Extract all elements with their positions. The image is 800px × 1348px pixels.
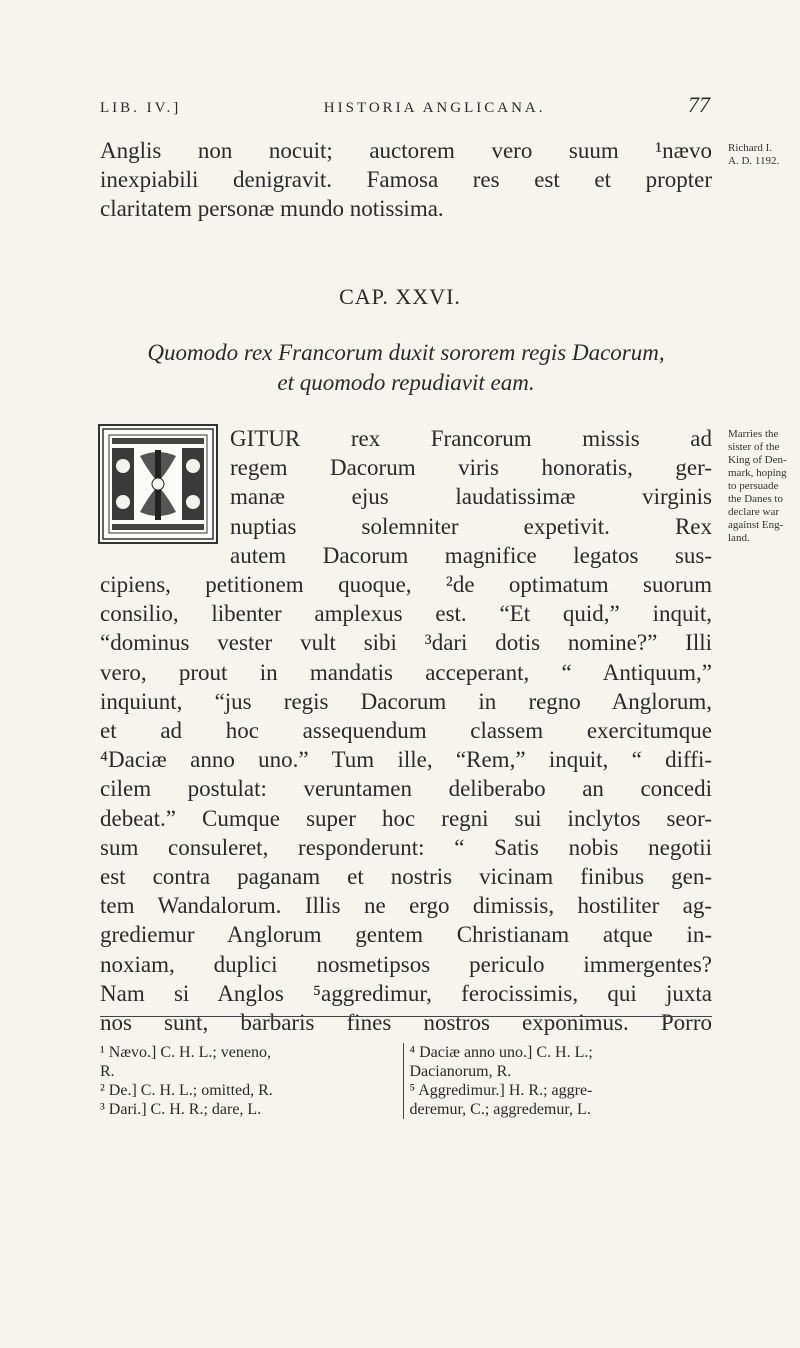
footnote: ⁵ Aggredimur.] H. R.; aggre- — [409, 1082, 593, 1099]
margin-note-date — [728, 142, 796, 168]
chapter-heading — [100, 338, 712, 398]
text-line: debeat.” Cumque super hoc regni sui inclytos seor- — [100, 805, 712, 831]
text-line: inexpiabili denigravit. Famosa res est et propter — [100, 167, 712, 193]
margin-line: sister of the — [728, 441, 780, 453]
text-line: tem Wandalorum. Illis ne ergo dimissis, hostiliter ag- — [100, 893, 712, 919]
text-line: claritatem personæ mundo notissima. — [100, 196, 444, 222]
footnote: deremur, C.; aggredemur, L. — [409, 1101, 591, 1118]
text-line: manæ ejus laudatissimæ virginis — [230, 484, 712, 510]
footnote-rule — [100, 1016, 712, 1017]
paragraph-2 — [100, 424, 712, 1037]
margin-line: declare war — [728, 506, 779, 518]
text-line: et ad hoc assequendum classem exercitumque — [100, 718, 712, 744]
margin-line: against Eng- — [728, 519, 784, 531]
paragraph-1 — [100, 136, 712, 224]
margin-line: King of Den- — [728, 454, 787, 466]
footnote: ² De.] C. H. L.; omitted, R. — [100, 1082, 273, 1099]
text-line: vero, prout in mandatis acceperant, “ Antiquum,” — [100, 659, 712, 685]
text-line: “dominus vester vult sibi ³dari dotis nomine?” Illi — [100, 630, 712, 656]
text-line: grediemur Anglorum gentem Christianam atque in- — [100, 922, 712, 948]
footnotes-right-column — [404, 1043, 713, 1119]
margin-line: the Danes to — [728, 493, 783, 505]
footnote: ¹ Nævo.] C. H. L.; veneno, — [100, 1044, 271, 1061]
text-line: inquiunt, “jus regis Dacorum in regno Anglorum, — [100, 688, 712, 714]
text-line: consilio, libenter amplexus est. “Et quid,” inquit, — [100, 601, 712, 627]
margin-line: A. D. 1192. — [728, 155, 780, 167]
heading-line: et quomodo repudiavit eam. — [277, 370, 535, 395]
running-head — [100, 92, 710, 118]
chapter-number: CAP. XXVI. — [339, 284, 461, 309]
footnote: R. — [100, 1063, 115, 1080]
margin-note-summary — [728, 428, 796, 545]
text-line: cilem postulat: veruntamen deliberabo an concedi — [100, 776, 712, 802]
text-line: est contra paganam et nostris vicinam finibus gen- — [100, 864, 712, 890]
text-line: nos sunt, barbaris fines nostros exponimus. Porro — [100, 1010, 712, 1036]
text-line: sum consuleret, responderunt: “ Satis nobis negotii — [100, 834, 712, 860]
margin-line: Marries the — [728, 428, 779, 440]
text-line: nuptias solemniter expetivit. Rex — [230, 513, 712, 539]
margin-line: to persuade — [728, 480, 779, 492]
footnotes-left-column — [100, 1043, 404, 1119]
text-line: regem Dacorum viris honoratis, ger- — [230, 455, 712, 481]
text-line: cipiens, petitionem quoque, ²de optimatum suorum — [100, 572, 712, 598]
heading-line: Quomodo rex Francorum duxit sororem regis Dacorum, — [147, 340, 665, 365]
text-line: GITUR rex Francorum missis ad — [230, 426, 712, 451]
footnote: ³ Dari.] C. H. R.; dare, L. — [100, 1101, 262, 1118]
footnotes — [100, 1043, 712, 1119]
margin-line: mark, hoping — [728, 467, 787, 479]
margin-line: Richard I. — [728, 142, 772, 154]
page-number: 77 — [687, 92, 710, 117]
text-line: ⁴Daciæ anno uno.” Tum ille, “Rem,” inquit, “ diffi- — [100, 747, 712, 773]
footnote: Dacianorum, R. — [409, 1063, 512, 1080]
text-line: noxiam, duplici nosmetipsos periculo immergentes? — [100, 951, 712, 977]
running-head-title: HISTORIA ANGLICANA. — [323, 100, 546, 116]
margin-line: land. — [728, 532, 750, 544]
footnote: ⁴ Daciæ anno uno.] C. H. L.; — [409, 1044, 593, 1061]
running-head-left: LIB. IV.] — [100, 100, 182, 116]
text-line: Nam si Anglos ⁵aggredimur, ferocissimis, qui juxta — [100, 980, 712, 1006]
text-line: Anglis non nocuit; auctorem vero suum ¹nævo — [100, 138, 712, 163]
text-line: autem Dacorum magnifice legatos sus- — [230, 542, 712, 568]
